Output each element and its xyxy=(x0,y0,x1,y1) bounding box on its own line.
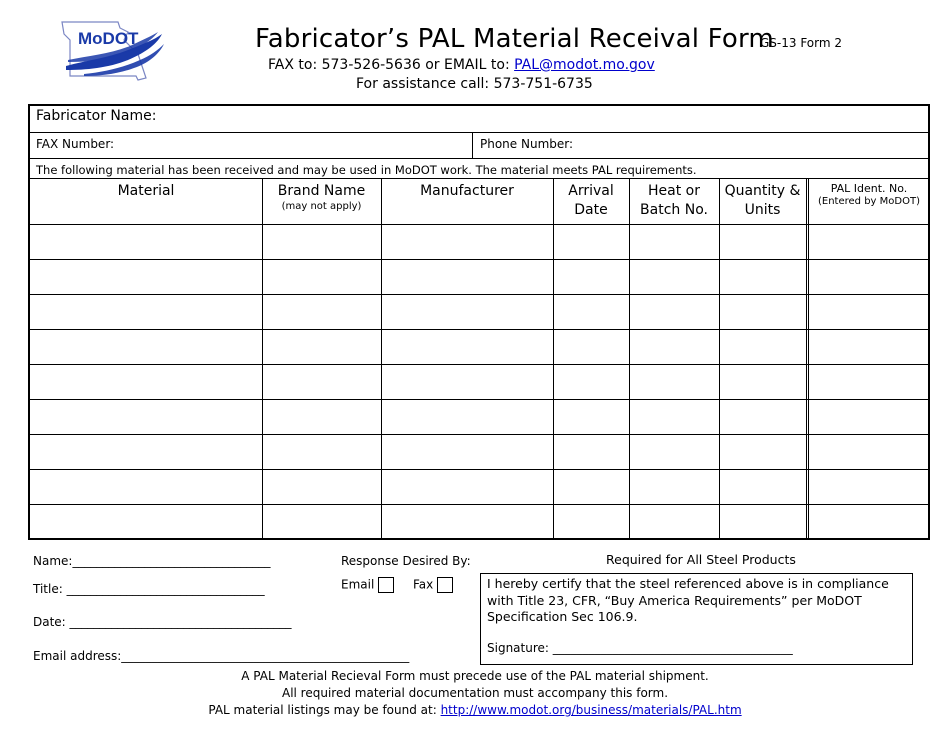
form-title: Fabricator’s PAL Material Receival Form xyxy=(255,24,774,54)
grid-row-line xyxy=(30,364,928,365)
contact-line xyxy=(268,57,655,73)
compliance-notice: The following material has been received and may be used in MoDOT work. The material meets PAL requirements. xyxy=(36,163,697,177)
grid-row-line xyxy=(30,224,928,225)
grid-row-line xyxy=(30,294,928,295)
grid-column-line xyxy=(553,178,554,538)
footer-line-2: All required material documentation must accompany this form. xyxy=(281,686,669,700)
grid-column-line xyxy=(629,178,630,538)
grid-row-line xyxy=(30,434,928,435)
email-address-field[interactable]: Email address:________________________________________________ xyxy=(33,649,410,663)
col-header-pal-ident: PAL Ident. No. (Entered by MoDOT) xyxy=(808,182,930,208)
material-form-table xyxy=(28,104,930,540)
certification-text: I hereby certify that the steel referenced above is in compliance with Title 23, CFR, “Buy America Requirements” per MoDOT Specification Sec 106.9. xyxy=(487,576,889,624)
grid-row-line xyxy=(30,469,928,470)
certification-box xyxy=(480,573,913,665)
row-divider xyxy=(30,158,928,159)
assistance-line: For assistance call: 573-751-6735 xyxy=(356,76,593,92)
fax-checkbox[interactable] xyxy=(437,577,453,593)
grid-row-line xyxy=(30,259,928,260)
email-option xyxy=(341,577,394,593)
footer-line-1: A PAL Material Recieval Form must precede use of the PAL material shipment. xyxy=(241,669,709,683)
grid-column-line xyxy=(808,178,809,538)
col-header-arrival-date: Arrival Date xyxy=(568,183,614,218)
name-field[interactable]: Name:_________________________________ xyxy=(33,554,271,568)
pal-listing-link[interactable]: http://www.modot.org/business/materials/PAL.htm xyxy=(440,703,742,717)
grid-row-line xyxy=(30,504,928,505)
email-link[interactable]: PAL@modot.mo.gov xyxy=(514,57,655,73)
email-option-label: Email xyxy=(341,577,375,592)
form-code: GS-13 Form 2 xyxy=(760,36,843,50)
col-header-manufacturer: Manufacturer xyxy=(420,183,514,199)
grid-row-line xyxy=(30,329,928,330)
grid-row-line xyxy=(30,399,928,400)
email-checkbox[interactable] xyxy=(378,577,394,593)
footer-line-3 xyxy=(0,703,950,717)
steel-heading: Required for All Steel Products xyxy=(606,552,796,567)
footer-line-3-prefix: PAL material listings may be found at: xyxy=(208,703,441,717)
logo-text: MoDOT xyxy=(78,29,139,48)
col-header-brand-note: (may not apply) xyxy=(281,201,362,212)
response-label: Response Desired By: xyxy=(341,554,471,568)
fax-option xyxy=(413,577,453,593)
col-divider xyxy=(472,132,473,158)
grid-column-line xyxy=(806,178,807,538)
date-field[interactable]: Date: _____________________________________ xyxy=(33,615,292,629)
grid-column-line xyxy=(719,178,720,538)
row-divider xyxy=(30,132,928,133)
contact-prefix: FAX to: 573-526-5636 or EMAIL to: xyxy=(268,57,515,73)
col-header-pal-note: (Entered by MoDOT) xyxy=(818,196,920,207)
phone-number-field[interactable]: Phone Number: xyxy=(480,137,574,151)
modot-logo xyxy=(58,20,168,82)
col-header-heat-batch: Heat or Batch No. xyxy=(640,183,708,218)
title-field[interactable]: Title: _________________________________ xyxy=(33,582,265,596)
col-header-brand: Brand Name (may not apply) xyxy=(262,182,381,213)
row-divider xyxy=(30,178,928,179)
fabricator-name-field[interactable]: Fabricator Name: xyxy=(36,108,157,124)
fax-number-field[interactable]: FAX Number: xyxy=(36,137,115,151)
col-header-quantity: Quantity & Units xyxy=(724,183,801,218)
grid-column-line xyxy=(381,178,382,538)
col-header-material: Material xyxy=(117,183,175,199)
fax-option-label: Fax xyxy=(413,577,434,592)
signature-field[interactable]: Signature: ________________________________________ xyxy=(487,641,793,655)
grid-column-line xyxy=(262,178,263,538)
